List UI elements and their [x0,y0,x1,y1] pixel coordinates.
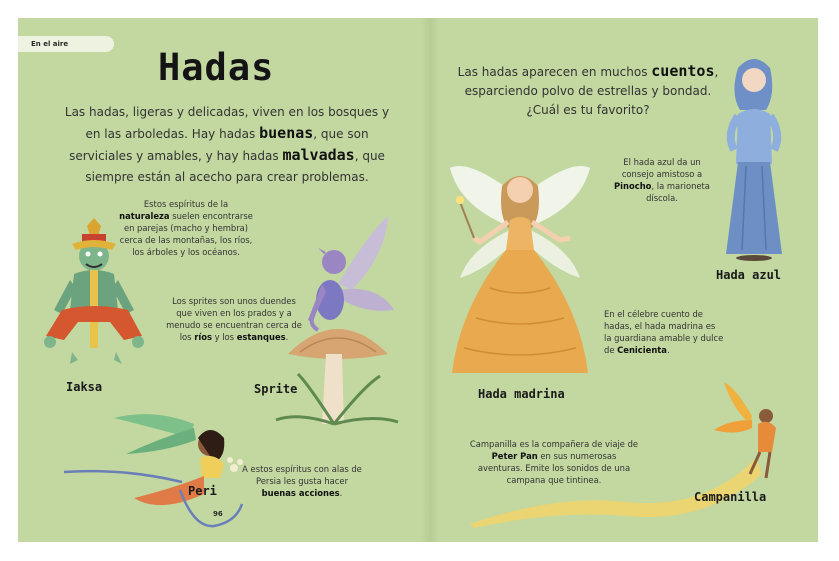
peri-caption-text-2: . [339,488,343,498]
campanilla-illustration [466,378,786,528]
label-sprite: Sprite [254,382,298,396]
intro-emph-malvadas: malvadas [282,146,355,164]
label-peri: Peri [188,484,217,498]
peri-caption-text-1: A estos espíritus con alas de Persia les gusta hacer [242,464,362,486]
sprite-caption-emph-rios: ríos [194,332,212,342]
sprite-caption-text-1: Los sprites son unos duendes que viven en los prados y a menudo se encuentran cerca de los [166,296,302,342]
intro-emph-buenas: buenas [259,124,314,142]
label-hada-madrina: Hada madrina [478,387,565,401]
naturaleza-caption [118,198,254,258]
label-iaksa: Iaksa [66,380,103,394]
sprite-caption-text-2: y los [211,332,237,342]
label-campanilla: Campanilla [694,490,767,504]
madrina-caption-emph: Cenicienta [617,345,667,355]
right-intro-text-2: , esparciendo polvo de estrellas y bondad. ¿Cuál es tu favorito? [464,65,719,117]
section-tab: En el aire [18,36,114,52]
madrina-caption [604,308,724,356]
sprite-caption-emph-estanques: estanques [236,332,286,342]
intro-text-1: Las hadas, ligeras y delicadas, viven en los bosques y en las arboledas. Hay hadas [64,105,390,141]
campanilla-caption-emph: Peter Pan [491,451,538,461]
naturaleza-caption-text-2: suelen encontrarse en parejas (macho y hembra) cerca de las montañas, los ríos, los árboles y los océanos. [119,211,253,257]
intro-text-2: , que son serviciales y amables, y hay hadas [69,127,369,163]
peri-caption-emph: buenas acciones [261,488,340,498]
hada-azul-caption-text-1: El hada azul da un consejo amistoso a [621,157,703,179]
intro-text-3: , que siempre están al acecho para crear problemas. [85,149,385,184]
label-hada-azul: Hada azul [716,268,782,282]
hada-azul-caption-emph: Pinocho [614,181,652,191]
page-number: 96 [213,510,223,518]
hada-azul-illustration [716,54,790,264]
peri-caption [240,463,364,499]
madrina-caption-text-2: . [666,345,670,355]
right-intro-paragraph [448,62,728,120]
hada-azul-caption [608,156,716,204]
page-title: Hadas [158,46,275,89]
hada-azul-caption-text-2: , la marioneta díscola. [646,181,710,203]
book-spread [18,18,818,542]
naturaleza-caption-emph: naturaleza [119,211,170,221]
campanilla-caption-text-1: Campanilla es la compañera de viaje de [469,439,639,449]
intro-paragraph [62,102,392,188]
sprite-caption [166,295,302,343]
hada-madrina-illustration [430,158,610,383]
right-intro-emph-cuentos: cuentos [651,62,715,80]
campanilla-caption-text-2: en sus numerosas aventuras. Emite los sonidos de una campana que tintinea. [477,451,631,485]
naturaleza-caption-text-1: Estos espíritus de la [143,199,229,209]
sprite-caption-text-3: . [285,332,289,342]
madrina-caption-text-1: En el célebre cuento de hadas, el hada madrina es la guardiana amable y dulce de [604,309,724,355]
right-intro-text-1: Las hadas aparecen en muchos [457,65,652,79]
